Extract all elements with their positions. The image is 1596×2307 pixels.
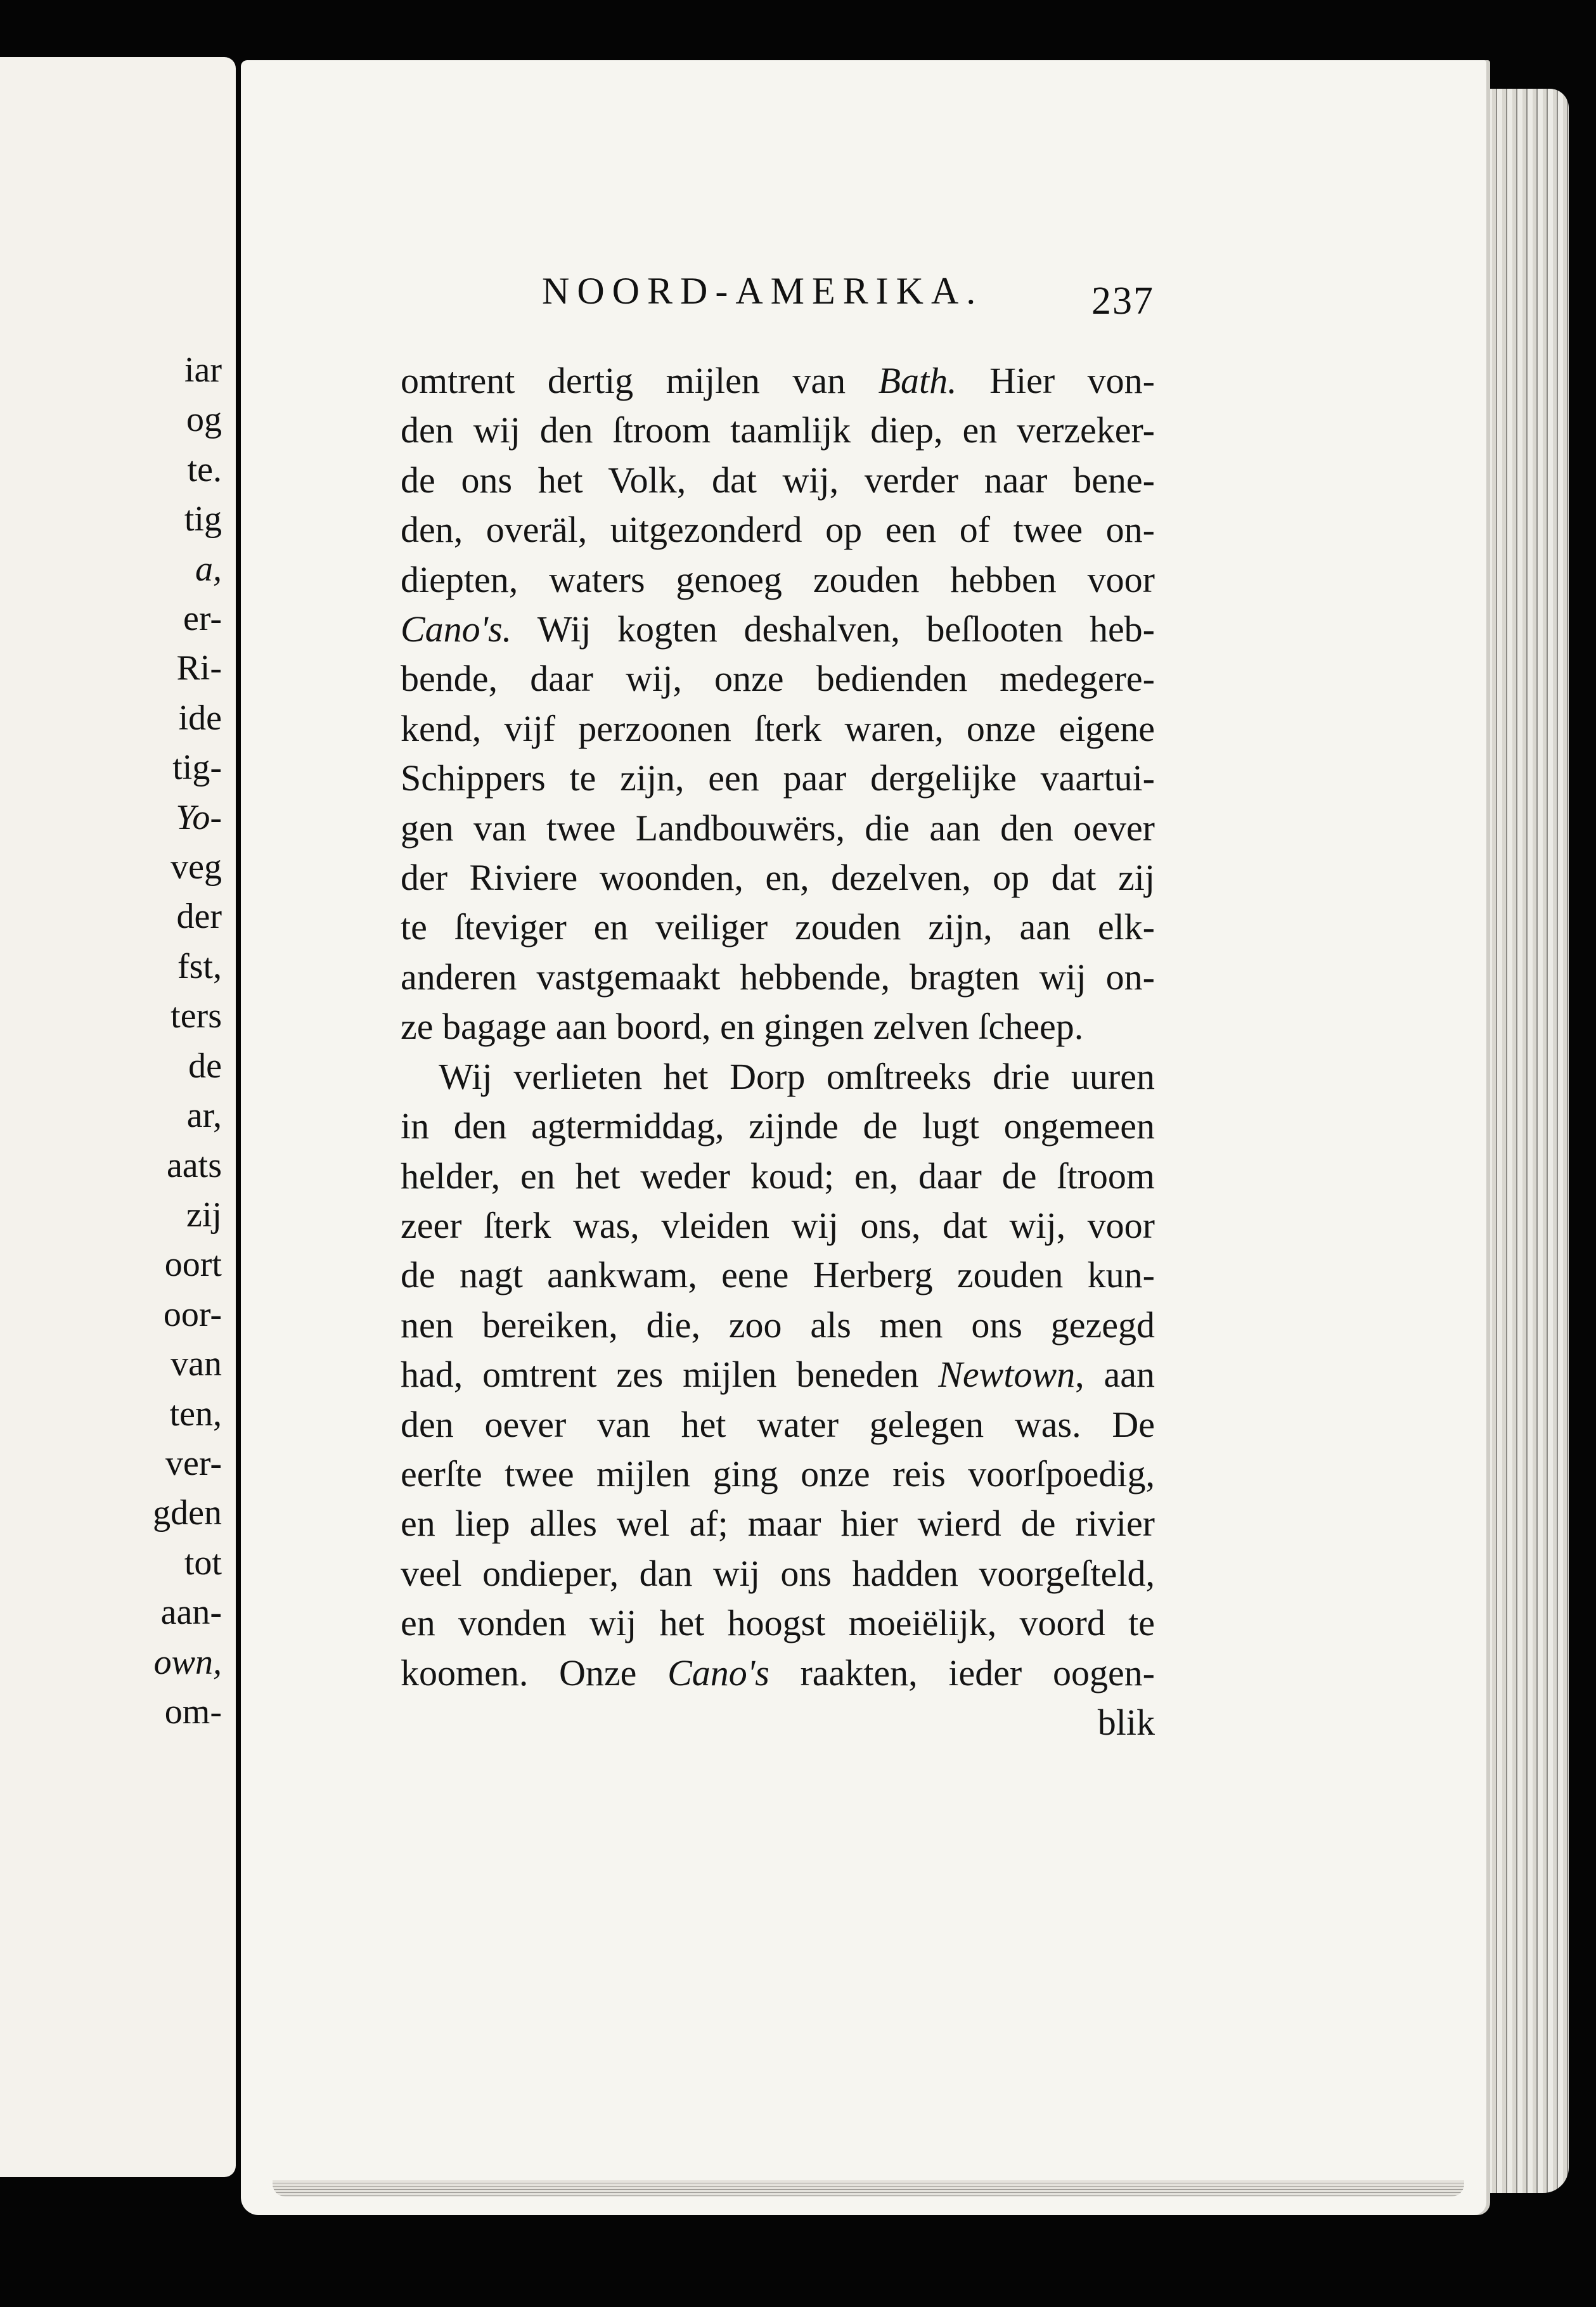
text-line: zeer ſterk was, vleiden wij ons, dat wij, voor (401, 1204, 1155, 1246)
body-text (401, 356, 1155, 1747)
text-line: den wij den ſtroom taamlijk diep, en verzeker- (401, 409, 1155, 451)
text-line: Wij verlieten het Dorp omſtreeks drie uuren (439, 1055, 1155, 1097)
left-page-text (0, 345, 236, 1737)
text-line: gen van twee Landbouwërs, die aan den oever (401, 807, 1155, 849)
italic-word: Cano's (667, 1652, 769, 1693)
left-page-line: ide (178, 698, 222, 738)
left-page-line: Yo- (176, 797, 222, 837)
text-line: ze bagage aan boord, en gingen zelven ſcheep. (401, 1006, 1084, 1048)
text-line: had, omtrent zes mijlen beneden Newtown, aan (401, 1354, 1155, 1396)
text-line: den oever van het water gelegen was. De (401, 1403, 1155, 1445)
left-page-line: own, (153, 1642, 222, 1682)
left-page-line: ten, (169, 1394, 222, 1434)
left-page (0, 57, 236, 2177)
italic-word: Newtown (938, 1354, 1076, 1396)
left-page-line: ters (171, 996, 222, 1036)
left-page-line: der (176, 897, 222, 937)
text-line: omtrent dertig mijlen van Bath. Hier von- (401, 360, 1155, 401)
left-page-line: om- (164, 1692, 222, 1732)
italic-word: Cano's. (401, 608, 512, 650)
left-page-line: tot (184, 1543, 222, 1583)
text-line: Schippers te zijn, een paar dergelijke vaartui- (401, 757, 1155, 799)
text-line: anderen vastgemaakt hebbende, bragten wij on- (401, 956, 1155, 998)
left-page-line: aan- (160, 1593, 222, 1633)
catchword: blik (1097, 1701, 1155, 1743)
left-page-line: ver- (165, 1443, 222, 1483)
text-line: Cano's. Wij kogten deshalven, beſlooten heb- (401, 608, 1155, 650)
text-line: in den agtermiddag, zijnde de lugt ongemeen (401, 1105, 1155, 1147)
text-line: kend, vijf perzoonen ſterk waren, onze eigene (401, 707, 1155, 749)
left-page-line: aats (166, 1145, 222, 1185)
text-line: en liep alles wel af; maar hier wierd de rivier (401, 1503, 1155, 1545)
left-page-line: van (171, 1344, 222, 1384)
text-line: en vonden wij het hoogst moeiëlijk, voord te (401, 1602, 1155, 1644)
text-line: helder, en het weder koud; en, daar de ſtroom (401, 1155, 1155, 1197)
italic-word: Bath. (878, 360, 957, 401)
left-page-line: gden (153, 1493, 222, 1533)
left-page-line: fst, (177, 946, 222, 986)
text-line: den, overäl, uitgezonderd op een of twee on- (401, 509, 1155, 551)
left-page-line: oor- (163, 1294, 222, 1334)
left-page-line: ar, (186, 1096, 222, 1136)
left-page-line: tig- (172, 748, 222, 788)
left-page-line: oort (164, 1245, 222, 1285)
text-line: te ſteviger en veiliger zouden zijn, aan elk- (401, 906, 1155, 948)
running-head: NOORD-AMERIKA. (542, 270, 984, 312)
text-line: diepten, waters genoeg zouden hebben voor (401, 558, 1155, 600)
text-line: de ons het Volk, dat wij, verder naar bene- (401, 459, 1155, 501)
left-page-line: veg (171, 847, 222, 887)
text-line: koomen. Onze Cano's raakten, ieder oogen- (401, 1652, 1155, 1693)
left-page-line: de (188, 1046, 222, 1086)
text-line: eerſte twee mijlen ging onze reis voorſpoedig, (401, 1453, 1155, 1494)
left-page-line: te. (187, 449, 222, 489)
text-line: nen bereiken, die, zoo als men ons gezegd (401, 1304, 1155, 1346)
text-line: bende, daar wij, onze bedienden medegere- (401, 658, 1155, 700)
text-line: veel ondieper, dan wij ons hadden voorgeſteld, (401, 1552, 1155, 1594)
left-page-line: zij (186, 1195, 222, 1235)
left-page-line: iar (184, 350, 222, 390)
left-page-line: er- (183, 599, 222, 639)
left-page-line: tig (184, 499, 222, 539)
text-line: de nagt aankwam, eene Herberg zouden kun- (401, 1254, 1155, 1296)
left-page-line: a, (195, 549, 222, 589)
page-bottom-edge (273, 2180, 1464, 2197)
left-page-line: og (186, 400, 222, 440)
left-page-line: Ri- (176, 648, 222, 688)
text-line: der Riviere woonden, en, dezelven, op dat zij (401, 857, 1155, 899)
page-number: 237 (1091, 280, 1154, 323)
